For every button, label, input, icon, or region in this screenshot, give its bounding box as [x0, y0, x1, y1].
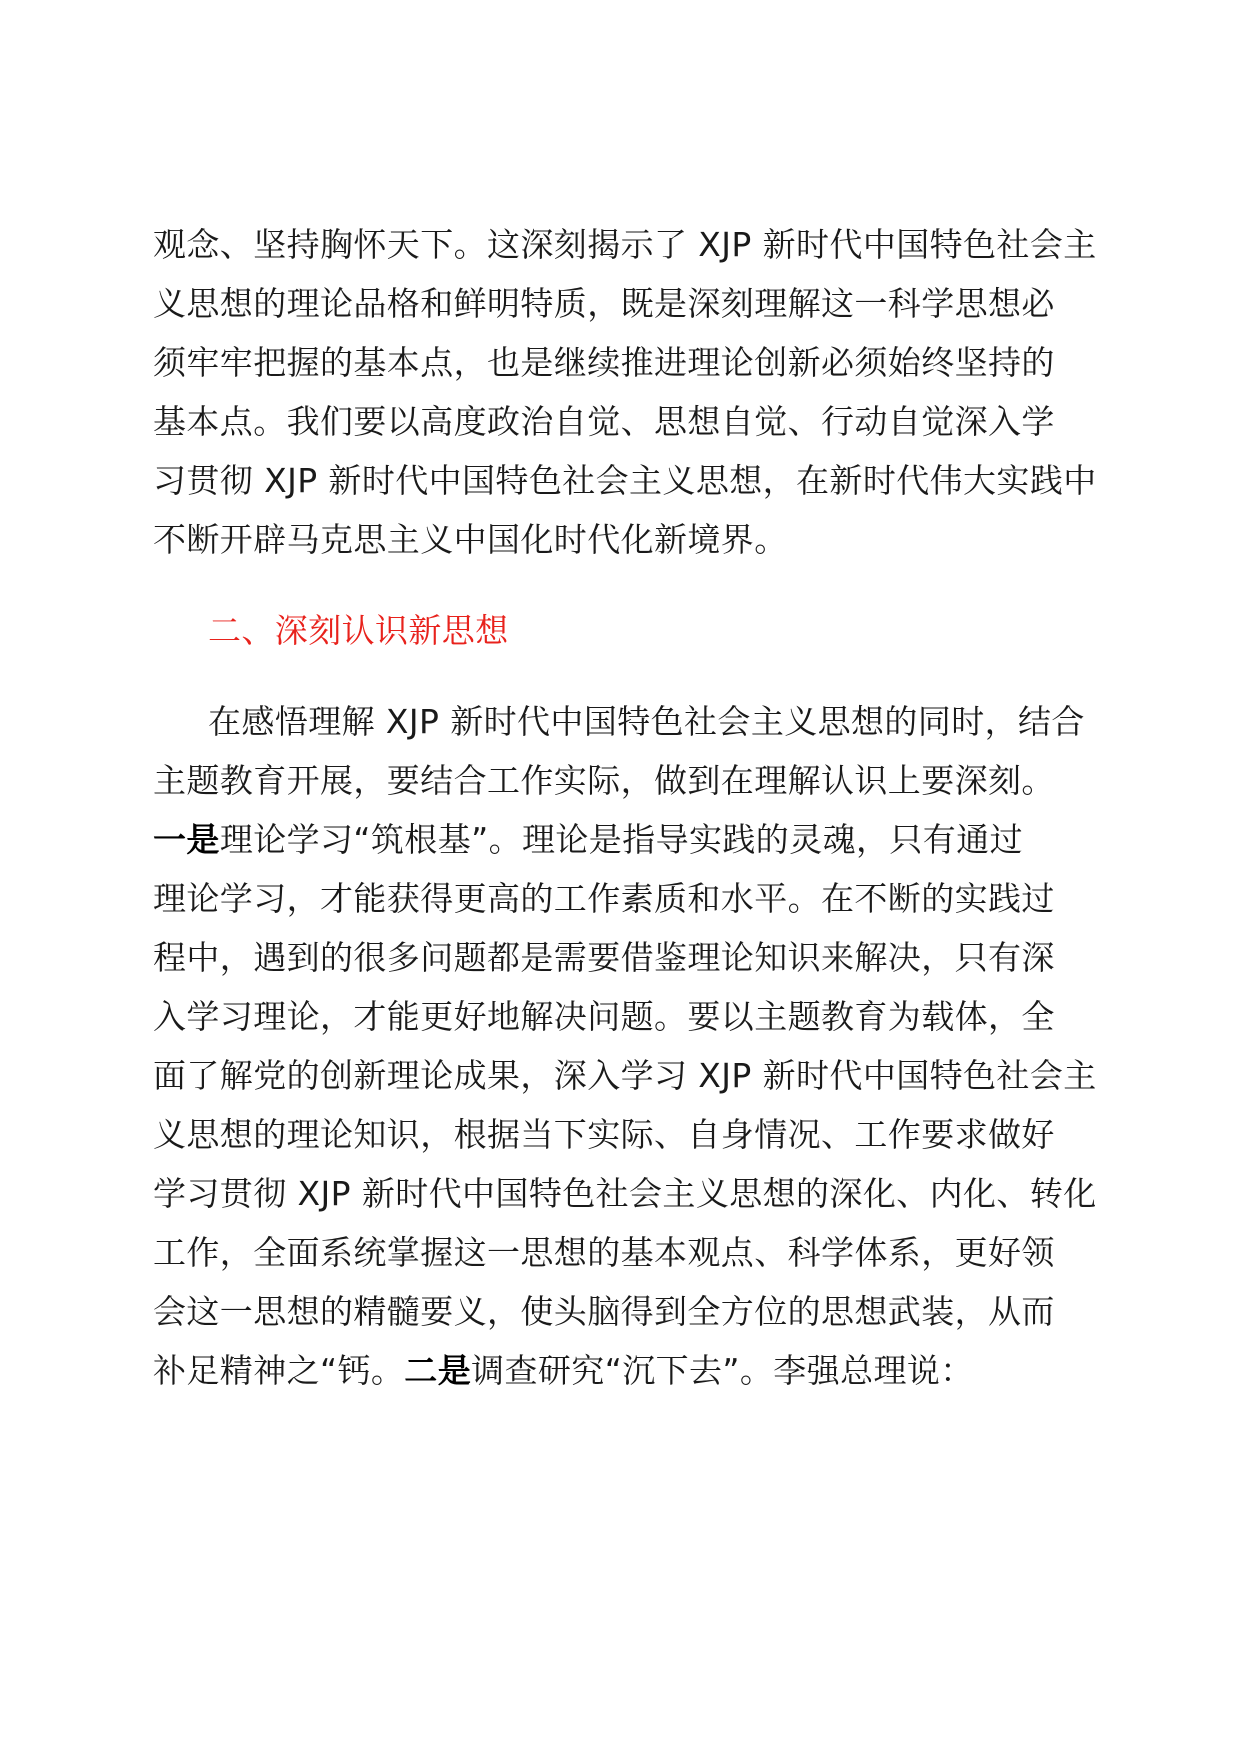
- paragraph-1-line-6: 不断开辟马克思主义中国化时代化新境界。: [153, 520, 788, 559]
- paragraph-1-line-3: 须牢牢把握的基本点，也是继续推进理论创新必须始终坚持的: [153, 343, 1055, 382]
- line-12-text-before: 补足精神之“钙。: [153, 1351, 405, 1390]
- point-two-label: 二是: [404, 1351, 472, 1390]
- paragraph-1-line-4: 基本点。我们要以高度政治自觉、思想自觉、行动自觉深入学: [153, 402, 1055, 441]
- paragraph-2-line-3: [153, 812, 1093, 868]
- paragraph-2-line-1: 在感悟理解 XJP 新时代中国特色社会主义思想的同时，结合: [208, 702, 1085, 741]
- paragraph-2-line-2: 主题教育开展，要结合工作实际，做到在理解认识上要深刻。: [153, 761, 1055, 800]
- paragraph-1-line-2: 义思想的理论品格和鲜明特质，既是深刻理解这一科学思想必: [153, 284, 1055, 323]
- point-one-label: 一是: [153, 820, 220, 859]
- paragraph-1-line-5: 习贯彻 XJP 新时代中国特色社会主义思想，在新时代伟大实践中: [153, 461, 1097, 500]
- paragraph-2-line-10: 工作，全面系统掌握这一思想的基本观点、科学体系，更好领: [153, 1233, 1055, 1272]
- paragraph-2-line-6: 入学习理论，才能更好地解决问题。要以主题教育为载体，全: [153, 997, 1055, 1036]
- paragraph-2-line-12: [153, 1343, 1093, 1399]
- section-heading: 二、深刻认识新思想: [208, 611, 509, 650]
- paragraph-2-line-7: 面了解党的创新理论成果，深入学习 XJP 新时代中国特色社会主: [153, 1056, 1097, 1095]
- paragraph-2-line-8: 义思想的理论知识，根据当下实际、自身情况、工作要求做好: [153, 1115, 1055, 1154]
- paragraph-2-line-11: 会这一思想的精髓要义，使头脑得到全方位的思想武装，从而: [153, 1292, 1055, 1331]
- point-one-text: 理论学习“筑根基”。理论是指导实践的灵魂，只有通过: [219, 820, 1024, 859]
- point-two-text: 调查研究“沉下去”。李强总理说：: [471, 1351, 974, 1390]
- paragraph-2-line-5: 程中，遇到的很多问题都是需要借鉴理论知识来解决，只有深: [153, 938, 1055, 977]
- paragraph-2-line-4: 理论学习，才能获得更高的工作素质和水平。在不断的实践过: [153, 879, 1055, 918]
- paragraph-1-line-1: 观念、坚持胸怀天下。这深刻揭示了 XJP 新时代中国特色社会主: [153, 225, 1097, 264]
- paragraph-2-line-9: 学习贯彻 XJP 新时代中国特色社会主义思想的深化、内化、转化: [153, 1174, 1097, 1213]
